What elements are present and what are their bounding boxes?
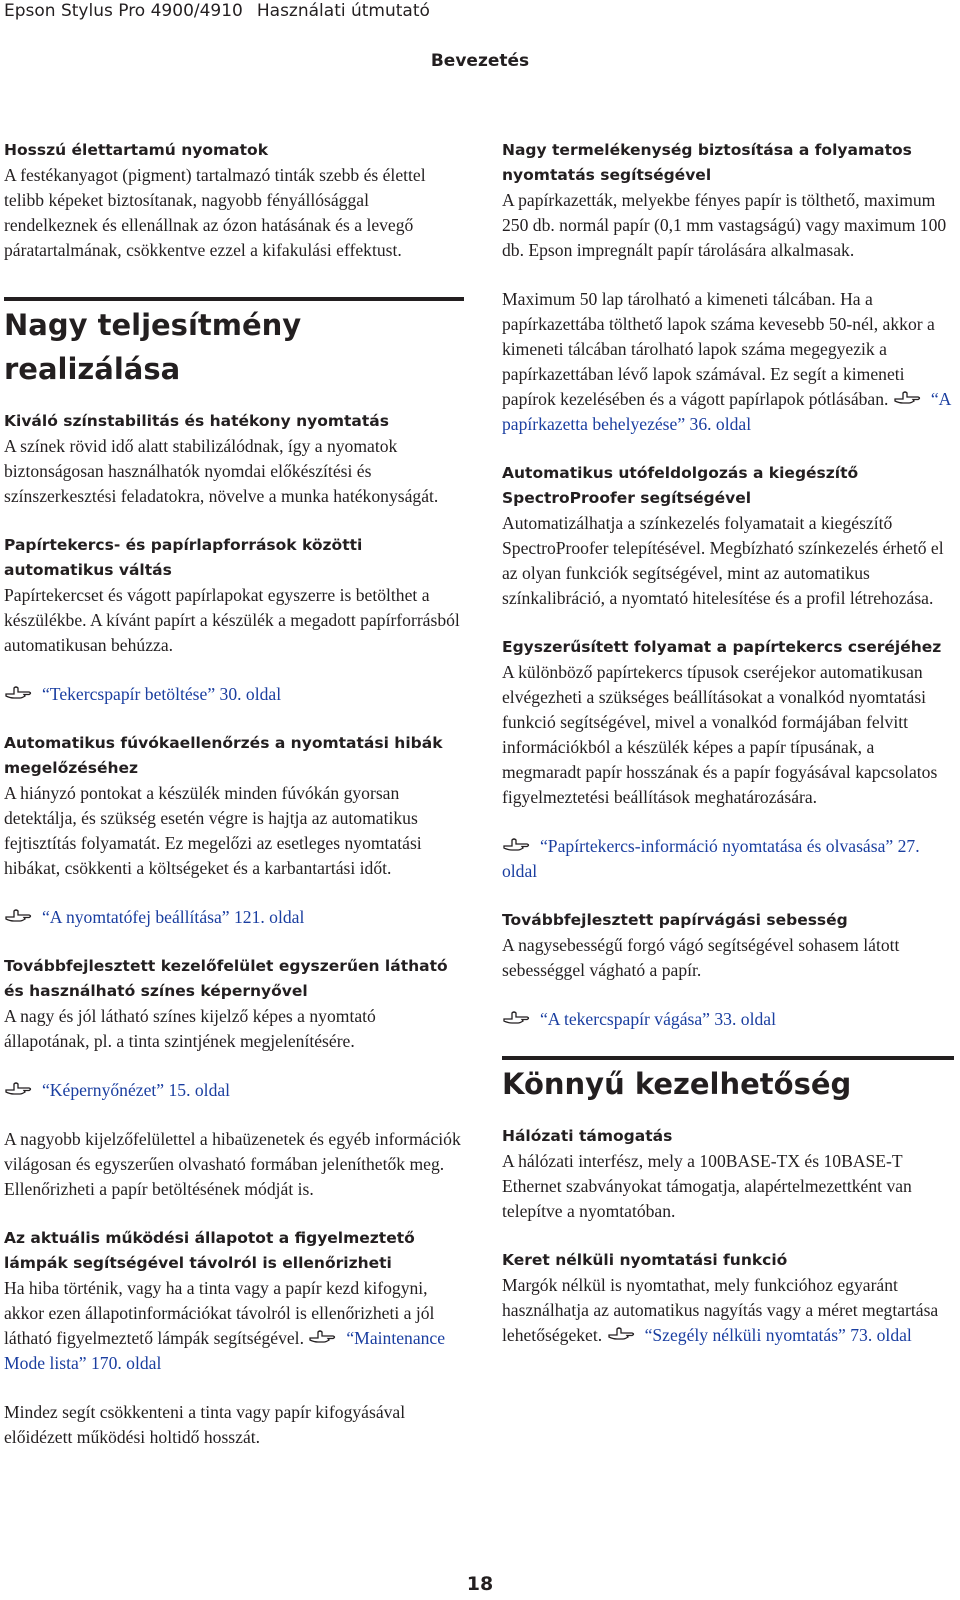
- right-s1-title: Nagy termelékenység biztosítása a folyamatos nyomtatás segítségével: [502, 141, 912, 184]
- xref-print-head[interactable]: [4, 905, 464, 930]
- section-title: Bevezetés: [430, 51, 530, 71]
- pointing-hand-icon: [4, 905, 34, 930]
- right-s1-body2: [502, 287, 954, 437]
- left-s6-body-text: Ha hiba történik, vagy ha a tinta vagy a papír kezd kifogyni, akkor ezen állapotinformációkat távolról is ellenőrizheti a jól látható figyelmeztető lámpák segítségével.: [4, 1278, 435, 1348]
- heading-block-performance: [4, 297, 464, 391]
- right-s2-body: Automatizálhatja a színkezelés folyamatait a kiegészítő SpectroProofer telepítésével. Megbízható színkezelés érhető el az olyan funkciók segítségével, mint az automatikus színkalibráció, a nyomtató hitelesítése és a profil létrehozása.: [502, 513, 944, 608]
- left-s2-title: Kiváló színstabilitás és hatékony nyomtatás: [4, 412, 389, 430]
- right-s3-title: Egyszerűsített folyamat a papírtekercs cseréjéhez: [502, 638, 942, 656]
- left-s4-body: A hiányzó pontokat a készülék minden fúvókán gyorsan detektálja, és szükség esetén végre is hajtja az automatikus fejtisztítás folyamatát. Ez megelőzi az esetleges nyomtatási hibákat, csökkenti a költségeket és a karbantartási időt.: [4, 783, 422, 878]
- pointing-hand-icon: [4, 682, 34, 707]
- right-s5-body: A hálózati interfész, mely a 100BASE-TX és 10BASE-T Ethernet szabványokat támogatja, alapértelmezettként van telepítve a nyomtatóban.: [502, 1151, 912, 1221]
- heading-usability: Könnyű kezelhetőség: [502, 1067, 852, 1101]
- product-name: Epson Stylus Pro 4900/4910: [4, 1, 243, 21]
- right-s6-body: [502, 1273, 954, 1348]
- xref-roll-paper[interactable]: [4, 682, 464, 707]
- pointing-hand-icon: [502, 1007, 532, 1032]
- link-roll-info[interactable]: “Papírtekercs-információ nyomtatása és olvasása” 27. oldal: [502, 836, 920, 881]
- right-s4-body: A nagysebességű forgó vágó segítségével sohasem látott sebességgel vágható a papír.: [502, 935, 900, 980]
- right-s5-title: Hálózati támogatás: [502, 1127, 673, 1145]
- pointing-hand-icon: [893, 387, 923, 412]
- pointing-hand-icon: [308, 1326, 338, 1351]
- left-s5-body: A nagy és jól látható színes kijelző képes a nyomtató állapotának, pl. a tinta szintjének megjelenítésére.: [4, 1006, 376, 1051]
- left-s6-body2: Mindez segít csökkenteni a tinta vagy papír kifogyásával előidézett működési holtidő hosszát.: [4, 1402, 406, 1447]
- right-s6-body-text: Margók nélkül is nyomtathat, mely funkcióhoz egyaránt használhatja az automatikus nagyítás vagy a méret megtartása lehetőségeket.: [502, 1275, 939, 1345]
- right-s6-title: Keret nélküli nyomtatási funkció: [502, 1251, 788, 1269]
- right-s1-body: A papírkazetták, melyekbe fényes papír is tölthető, maximum 250 db. normál papír (0,1 mm vastagságú) vagy maximum 100 db. Epson impregnált papír tárolására alkalmasak.: [502, 190, 947, 260]
- pointing-hand-icon: [502, 834, 532, 859]
- left-s1-body: A festékanyagot (pigment) tartalmazó tinták szebb és élettel telibb képeket biztosítanak, nagyobb fényállósággal rendelkeznek és ellenállnak az ózon hatásának és a levegő páratartalmának, csökkentve ezzel a kifakulási effektust.: [4, 165, 426, 260]
- left-s4-title: Automatikus fúvókaellenőrzés a nyomtatási hibák megelőzéséhez: [4, 734, 443, 777]
- right-column: [502, 138, 954, 1348]
- running-header: [4, 0, 430, 22]
- left-s6-body: [4, 1276, 464, 1376]
- right-s2-title: Automatikus utófeldolgozás a kiegészítő SpectroProofer segítségével: [502, 464, 859, 507]
- link-roll-paper[interactable]: “Tekercspapír betöltése” 30. oldal: [42, 684, 282, 704]
- right-s3-body: A különböző papírtekercs típusok cseréjekor automatikusan elvégezheti a szükséges beállításokat a vonalkód nyomtatási funkció segítségével, mivel a vonalkód formájában felvitt információkból a készülék képes a papír típusának, a megmaradt papír hosszának és a papír fogyásával kapcsolatos figyelmeztetési beállítások meghatározására.: [502, 662, 938, 807]
- xref-roll-info[interactable]: [502, 834, 954, 884]
- link-maintenance-mode[interactable]: “Maintenance Mode lista” 170. oldal: [4, 1328, 446, 1373]
- left-s3-title: Papírtekercs- és papírlapforrások közötti automatikus váltás: [4, 536, 363, 579]
- left-s2-body: A színek rövid idő alatt stabilizálódnak, így a nyomatok biztonságosan használhatók nyomdai előkészítési és színszerkesztési feladatokra, növelve a munka hatékonyságát.: [4, 436, 439, 506]
- link-paper-cassette[interactable]: “A papírkazetta behelyezése” 36. oldal: [502, 389, 951, 434]
- link-borderless[interactable]: “Szegély nélküli nyomtatás” 73. oldal: [644, 1325, 912, 1345]
- link-print-head[interactable]: “A nyomtatófej beállítása” 121. oldal: [42, 907, 305, 927]
- pointing-hand-icon: [607, 1323, 637, 1348]
- page-number: 18: [466, 1573, 494, 1595]
- heading-performance: Nagy teljesítmény realizálása: [4, 308, 302, 386]
- left-s3-body: Papírtekercset és vágott papírlapokat egyszerre is betölthet a készülékbe. A kívánt papírt a készülék a megadott papírforrásból automatikusan behúzza.: [4, 585, 460, 655]
- left-column: [4, 138, 464, 1450]
- link-screen-view[interactable]: “Képernyőnézet” 15. oldal: [42, 1080, 231, 1100]
- pointing-hand-icon: [4, 1078, 34, 1103]
- right-s1-body2-text: Maximum 50 lap tárolható a kimeneti tálcában. Ha a papírkazettába tölthető lapok száma kevesebb 50-nél, akkor a kimeneti tálcában tárolható lapok száma megegyezik a papírkazettában lévő lapok számával. Ez segít a kimeneti papírok kezelésében és a vágott papírlapok pótlásában.: [502, 289, 935, 409]
- right-s4-title: Továbbfejlesztett papírvágási sebesség: [502, 911, 848, 929]
- left-s5-title: Továbbfejlesztett kezelőfelület egyszerűen látható és használható színes képernyővel: [4, 957, 448, 1000]
- left-s6-title: Az aktuális működési állapotot a figyelmeztető lámpák segítségével távolról is ellenőrizheti: [4, 1229, 415, 1272]
- link-cutting[interactable]: “A tekercspapír vágása” 33. oldal: [540, 1009, 776, 1029]
- xref-screen-view[interactable]: [4, 1078, 464, 1103]
- heading-block-usability: [502, 1056, 954, 1106]
- xref-cutting[interactable]: [502, 1007, 954, 1032]
- left-s5-body2: A nagyobb kijelzőfelülettel a hibaüzenetek és egyéb információk világosan és egyszerűen olvasható formában jeleníthetők meg. Ellenőrizheti a papír betöltésének módját is.: [4, 1129, 461, 1199]
- manual-title: Használati útmutató: [256, 1, 430, 21]
- left-s1-title: Hosszú élettartamú nyomatok: [4, 141, 268, 159]
